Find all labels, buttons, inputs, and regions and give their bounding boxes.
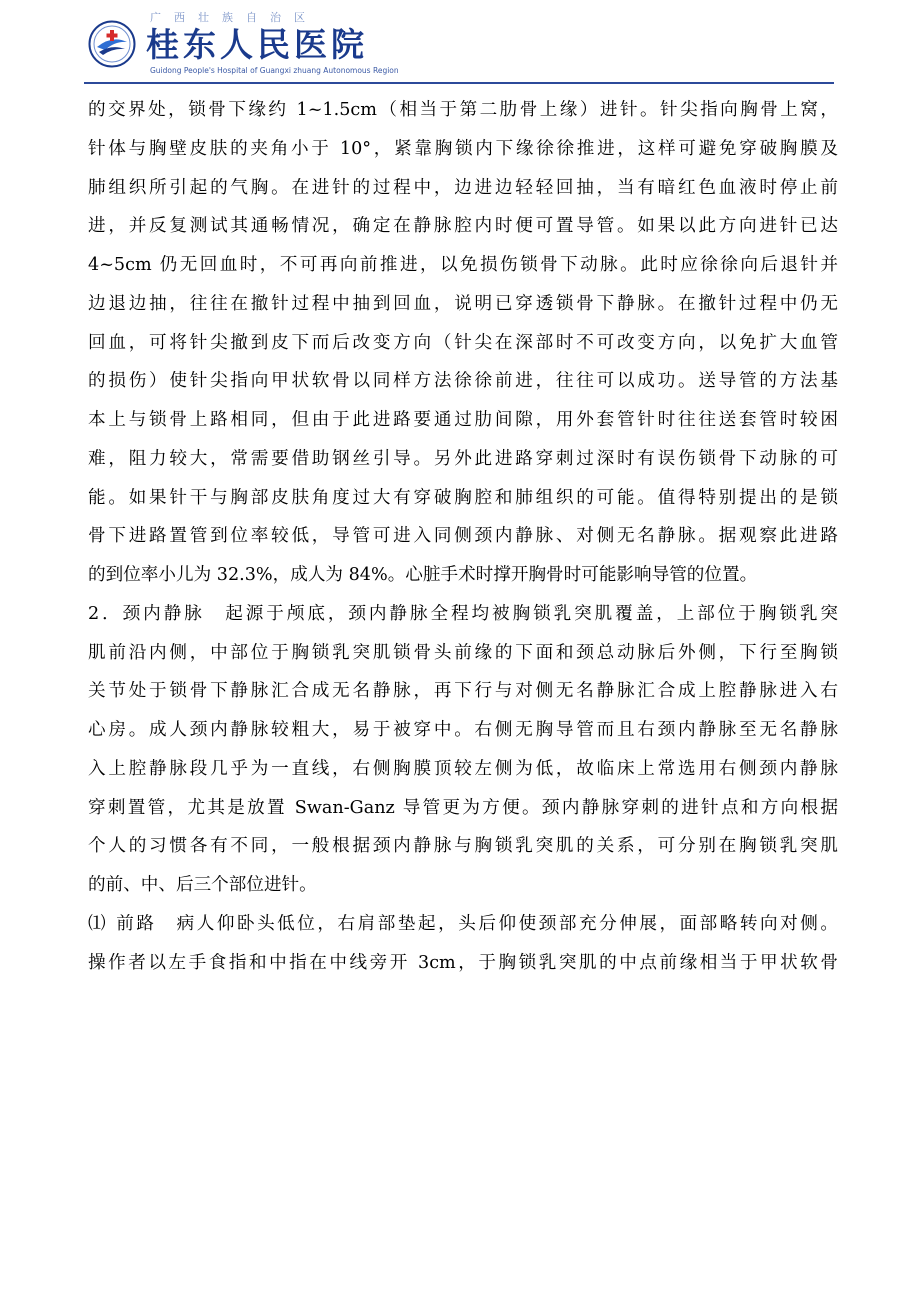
- text-line: 的前、中、后三个部位进针。: [88, 875, 317, 895]
- text-line: 回血，可将针尖撤到皮下而后改变方向（针尖在深部时不可改变方向，以免扩大血管: [88, 332, 838, 353]
- text-line: 心房。成人颈内静脉较粗大，易于被穿中。右侧无胸导管而且右颈内静脉至无名静脉: [88, 720, 838, 740]
- text-line: 的交界处，锁骨下缘约 1~1.5cm（相当于第二肋骨上缘）进针。针尖指向胸骨上窝，: [88, 100, 838, 120]
- text-line: 4~5cm 仍无回血时，不可再向前推进，以免损伤锁骨下动脉。此时应徐徐向后退针并: [88, 255, 838, 275]
- text-line: 的到位率小儿为 32.3%，成人为 84%。心脏手术时撑开胸骨时可能影响导管的位置。: [88, 565, 758, 585]
- text-line: 2．颈内静脉 起源于颅底，颈内静脉全程均被胸锁乳突肌覆盖，上部位于胸锁乳突: [88, 603, 838, 624]
- text-line: 个人的习惯各有不同，一般根据颈内静脉与胸锁乳突肌的关系，可分别在胸锁乳突肌: [88, 836, 838, 857]
- text-line: 肌前沿内侧，中部位于胸锁乳突肌锁骨头前缘的下面和颈总动脉后外侧，下行至胸锁: [88, 642, 838, 663]
- hospital-logo-icon: [88, 20, 136, 68]
- text-line: 关节处于锁骨下静脉汇合成无名静脉，再下行与对侧无名静脉汇合成上腔静脉进入右: [88, 681, 838, 702]
- text-line: 穿刺置管，尤其是放置 Swan-Ganz 导管更为方便。颈内静脉穿刺的进针点和方向根据: [88, 797, 838, 818]
- document-body: [88, 91, 838, 982]
- text-line: 针体与胸壁皮肤的夹角小于 10°，紧靠胸锁内下缘徐徐推进，这样可避免穿破胸膜及: [88, 138, 838, 159]
- text-line: 边退边抽，往往在撤针过程中抽到回血，说明已穿透锁骨下静脉。在撤针过程中仍无: [88, 293, 838, 314]
- header-divider: [84, 82, 834, 84]
- text-line: 的损伤）使针尖指向甲状软骨以同样方法徐徐前进，往往可以成功。送导管的方法基: [88, 371, 838, 392]
- hospital-english-name: Guidong People's Hospital of Guangxi zhuang Autonomous Region: [150, 66, 399, 75]
- text-line: 本上与锁骨上路相同，但由于此进路要通过肋间隙，用外套管针时往往送套管时较困: [88, 410, 838, 430]
- text-line: 操作者以左手食指和中指在中线旁开 3cm，于胸锁乳突肌的中点前缘相当于甲状软骨: [88, 952, 838, 973]
- text-line: ⑴ 前路 病人仰卧头低位，右肩部垫起，头后仰使颈部充分伸展，面部略转向对侧。: [88, 913, 838, 934]
- text-line: 入上腔静脉段几乎为一直线，右侧胸膜顶较左侧为低，故临床上常选用右侧颈内静脉: [88, 758, 838, 779]
- text-line: 难，阻力较大，常需要借助钢丝引导。另外此进路穿刺过深时有误伤锁骨下动脉的可: [88, 448, 838, 469]
- hospital-name: 桂东人民医院: [146, 25, 368, 64]
- document-header: [0, 0, 920, 86]
- text-line: 肺组织所引起的气胸。在进针的过程中，边进边轻轻回抽，当有暗红色血液时停止前: [88, 177, 838, 198]
- text-line: 骨下进路置管到位率较低，导管可进入同侧颈内静脉、对侧无名静脉。据观察此进路: [88, 526, 838, 547]
- region-label: 广西壮族自治区: [150, 11, 318, 24]
- text-line: 能。如果针干与胸部皮肤角度过大有穿破胸腔和肺组织的可能。值得特别提出的是锁: [88, 487, 838, 508]
- text-line: 进，并反复测试其通畅情况，确定在静脉腔内时便可置导管。如果以此方向进针已达: [88, 216, 838, 237]
